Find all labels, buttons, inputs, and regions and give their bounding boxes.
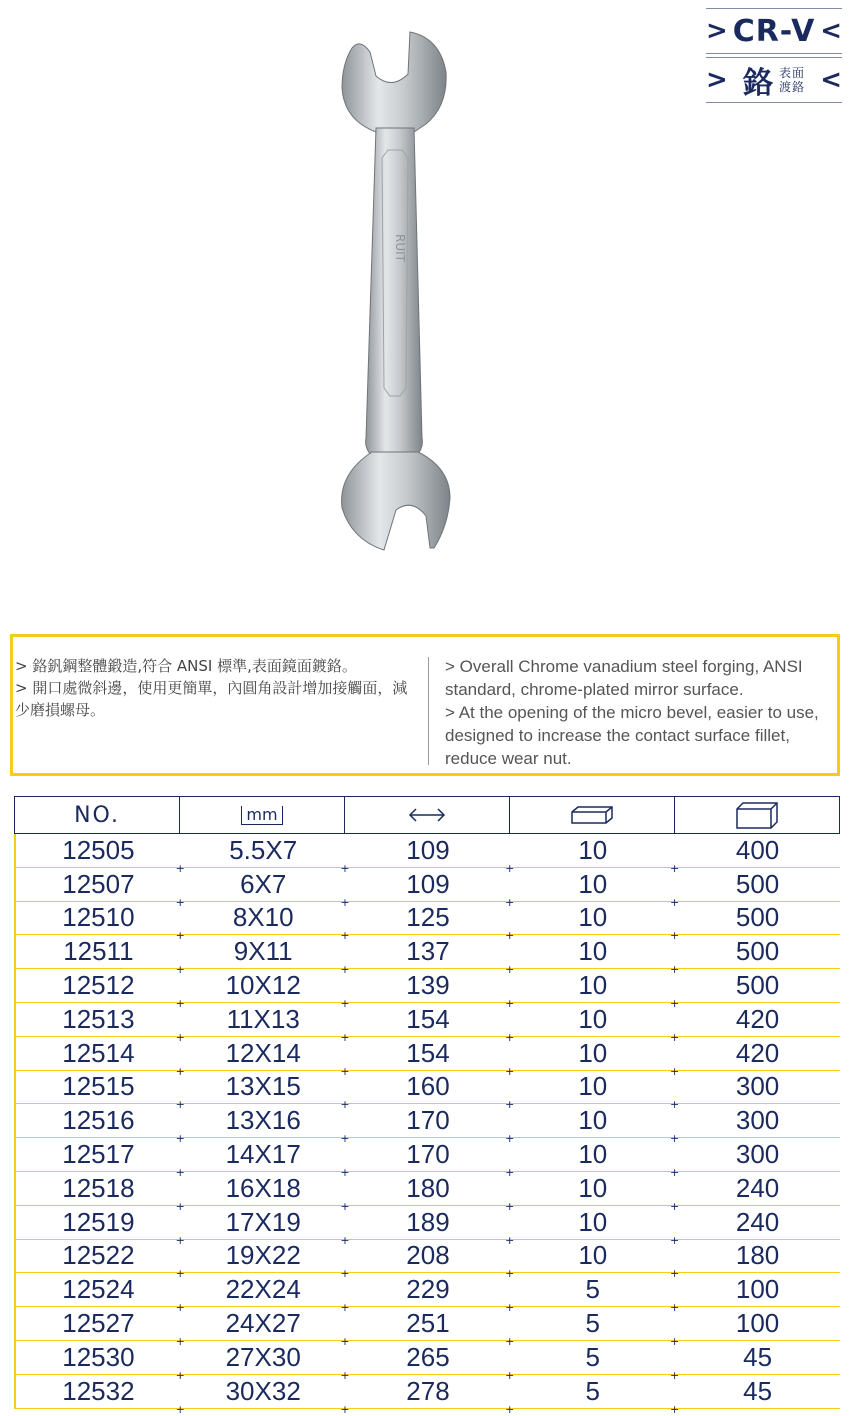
carton-icon bbox=[733, 800, 781, 830]
badge-rule bbox=[706, 57, 842, 58]
grid-mark: + bbox=[175, 1267, 185, 1281]
cell-inner-box-qty bbox=[510, 1138, 680, 1179]
table-row bbox=[16, 868, 840, 909]
description-zh-line: > 開口處微斜邊，使用更簡單，內圓角設計增加接觸面，減少磨損螺母。 bbox=[15, 679, 408, 719]
cell-length bbox=[346, 868, 515, 909]
cell-size-mm bbox=[181, 868, 350, 909]
badge-rule bbox=[706, 8, 842, 9]
cell-value: 10 bbox=[578, 1139, 608, 1170]
cell-value: 400 bbox=[735, 834, 780, 865]
cell-inner-box-qty bbox=[510, 935, 680, 977]
description-en-line: > At the opening of the micro bevel, easier to use, designed to increase the contact surface fillet, reduce wear nut. bbox=[445, 703, 819, 768]
table-row bbox=[16, 1341, 840, 1382]
cell-value: 8X10 bbox=[232, 902, 294, 933]
badge-right-arrow: < bbox=[820, 16, 842, 46]
grid-mark: + bbox=[340, 996, 350, 1010]
grid-mark: + bbox=[505, 1064, 515, 1078]
cell-inner-box-qty bbox=[510, 1172, 680, 1213]
cell-carton-qty bbox=[675, 935, 840, 968]
cell-value: 109 bbox=[406, 868, 450, 899]
cell-value: 10 bbox=[578, 1240, 608, 1271]
cell-value: 45 bbox=[743, 1341, 773, 1372]
header-mm-label: mm bbox=[241, 806, 282, 825]
cell-value: 12X14 bbox=[225, 1037, 301, 1068]
cell-inner-box-qty bbox=[510, 1071, 680, 1112]
cell-value: 12513 bbox=[62, 1003, 135, 1034]
cell-value: 12524 bbox=[62, 1274, 135, 1305]
cell-value: 10 bbox=[578, 1003, 608, 1034]
cell-carton-qty bbox=[675, 969, 840, 1002]
grid-mark: + bbox=[669, 1233, 680, 1247]
crv-label: CR-V bbox=[732, 13, 816, 49]
chrome-small-bottom: 渡鉻 bbox=[778, 80, 805, 94]
table-row bbox=[16, 1104, 840, 1146]
grid-mark: + bbox=[505, 1267, 515, 1281]
grid-mark: + bbox=[340, 1402, 350, 1416]
cell-carton-qty bbox=[675, 1273, 840, 1306]
cell-length bbox=[346, 834, 515, 875]
cell-value: 12510 bbox=[62, 902, 135, 933]
cell-size-mm bbox=[181, 1273, 350, 1315]
cell-value: 12512 bbox=[62, 970, 135, 1001]
cell-value: 12518 bbox=[62, 1172, 135, 1203]
cell-value: 12511 bbox=[63, 936, 134, 967]
description-en-line: > Overall Chrome vanadium steel forging, ANSI standard, chrome-plated mirror surface. bbox=[445, 657, 803, 699]
cell-item-no bbox=[16, 1240, 185, 1281]
cell-value: 30X32 bbox=[225, 1375, 301, 1406]
cell-carton-qty bbox=[675, 834, 840, 867]
table-row bbox=[16, 1240, 840, 1281]
cell-item-no bbox=[16, 1037, 185, 1078]
grid-mark: + bbox=[505, 1098, 515, 1112]
grid-mark: + bbox=[175, 963, 185, 977]
chrome-small-top: 表面 bbox=[778, 66, 805, 80]
cell-value: 12532 bbox=[62, 1375, 135, 1406]
cell-length bbox=[346, 1003, 515, 1044]
badge-rule bbox=[706, 102, 842, 103]
table-row bbox=[16, 1003, 840, 1044]
cell-value: 500 bbox=[735, 868, 780, 899]
inner-box-icon bbox=[568, 804, 616, 826]
grid-mark: + bbox=[175, 1233, 185, 1247]
cell-value: 160 bbox=[406, 1071, 450, 1102]
grid-mark: + bbox=[340, 1368, 350, 1382]
grid-mark: + bbox=[505, 1233, 515, 1247]
cell-size-mm bbox=[181, 1138, 350, 1179]
header-no bbox=[14, 797, 180, 833]
cell-inner-box-qty bbox=[510, 969, 680, 1010]
cell-item-no bbox=[16, 1104, 185, 1146]
header-length bbox=[345, 797, 510, 833]
cell-value: 22X24 bbox=[225, 1274, 301, 1305]
cell-length bbox=[346, 1172, 515, 1213]
table-row bbox=[16, 1138, 840, 1179]
cell-value: 170 bbox=[406, 1139, 450, 1170]
cell-size-mm bbox=[181, 1375, 350, 1416]
cell-item-no bbox=[16, 902, 185, 943]
cell-value: 100 bbox=[735, 1308, 780, 1339]
grid-mark: + bbox=[175, 1301, 185, 1315]
cell-value: 300 bbox=[735, 1071, 780, 1102]
chrome-small-text bbox=[779, 66, 805, 94]
grid-mark: + bbox=[505, 929, 515, 943]
cell-item-no bbox=[16, 969, 185, 1010]
badge-left-arrow: > bbox=[706, 65, 728, 95]
cell-value: 10 bbox=[578, 936, 608, 967]
grid-mark: + bbox=[669, 1301, 680, 1315]
wrench-stamp: RUIT bbox=[393, 234, 407, 262]
grid-mark: + bbox=[175, 1098, 185, 1112]
cell-value: 125 bbox=[406, 902, 450, 933]
grid-mark: + bbox=[175, 1064, 185, 1078]
description-divider bbox=[428, 657, 429, 765]
grid-mark: + bbox=[669, 895, 680, 909]
cell-length bbox=[346, 1138, 515, 1179]
cell-length bbox=[346, 1240, 515, 1281]
grid-mark: + bbox=[175, 1334, 185, 1348]
grid-mark: + bbox=[505, 861, 515, 875]
grid-mark: + bbox=[175, 1199, 185, 1213]
table-row bbox=[16, 902, 840, 943]
cell-item-no bbox=[16, 935, 185, 977]
cell-value: 12530 bbox=[62, 1341, 135, 1372]
table-row bbox=[16, 1273, 840, 1315]
cell-inner-box-qty bbox=[510, 902, 680, 943]
cell-length bbox=[346, 1273, 515, 1315]
table-row bbox=[16, 1375, 840, 1416]
cell-value: 420 bbox=[735, 1003, 780, 1034]
grid-mark: + bbox=[340, 895, 350, 909]
cell-value: 208 bbox=[406, 1240, 450, 1271]
cell-value: 109 bbox=[406, 834, 450, 865]
cell-value: 189 bbox=[406, 1206, 450, 1237]
cell-item-no bbox=[16, 1172, 185, 1213]
cell-carton-qty bbox=[675, 868, 840, 901]
grid-mark: + bbox=[175, 1165, 185, 1179]
description-zh bbox=[15, 655, 420, 721]
description-en bbox=[445, 655, 845, 770]
grid-mark: + bbox=[175, 1132, 185, 1146]
grid-mark: + bbox=[340, 1132, 350, 1146]
cell-carton-qty bbox=[675, 1172, 840, 1205]
grid-mark: + bbox=[669, 1132, 680, 1146]
cell-value: 12515 bbox=[62, 1071, 135, 1102]
cell-item-no bbox=[16, 1375, 185, 1416]
cell-value: 5 bbox=[585, 1341, 601, 1372]
cell-value: 12519 bbox=[62, 1206, 135, 1237]
cell-value: 5.5X7 bbox=[229, 834, 298, 865]
spec-table bbox=[14, 796, 840, 1416]
double-arrow-icon bbox=[407, 807, 447, 823]
cell-value: 12505 bbox=[62, 834, 135, 865]
grid-mark: + bbox=[505, 963, 515, 977]
cell-value: 154 bbox=[406, 1037, 450, 1068]
cell-item-no bbox=[16, 1273, 185, 1315]
cell-inner-box-qty bbox=[510, 1003, 680, 1044]
cell-value: 229 bbox=[406, 1274, 450, 1305]
grid-mark: + bbox=[669, 996, 680, 1010]
chrome-big-char: 鉻 bbox=[742, 66, 773, 101]
cell-value: 5 bbox=[585, 1274, 601, 1305]
badge-rule bbox=[706, 53, 842, 54]
cell-size-mm bbox=[181, 1071, 350, 1112]
cell-value: 10 bbox=[578, 1037, 608, 1068]
cell-value: 14X17 bbox=[225, 1139, 301, 1170]
grid-mark: + bbox=[340, 1165, 350, 1179]
cell-value: 10 bbox=[578, 834, 608, 865]
cell-item-no bbox=[16, 1206, 185, 1247]
cell-value: 5 bbox=[585, 1308, 601, 1339]
grid-mark: + bbox=[505, 1199, 515, 1213]
grid-mark: + bbox=[669, 1334, 680, 1348]
grid-mark: + bbox=[340, 861, 350, 875]
description-box bbox=[10, 634, 840, 776]
table-row bbox=[16, 969, 840, 1010]
cell-carton-qty bbox=[675, 1003, 840, 1036]
grid-mark: + bbox=[175, 929, 185, 943]
cell-size-mm bbox=[181, 969, 350, 1010]
cell-value: 10 bbox=[578, 970, 608, 1001]
cell-value: 12507 bbox=[62, 868, 135, 899]
cell-value: 180 bbox=[406, 1172, 450, 1203]
grid-mark: + bbox=[505, 1165, 515, 1179]
grid-mark: + bbox=[669, 1402, 680, 1416]
grid-mark: + bbox=[505, 1301, 515, 1315]
cell-length bbox=[346, 1341, 515, 1382]
open-end-wrench-icon bbox=[330, 28, 460, 553]
grid-mark: + bbox=[340, 929, 350, 943]
cell-value: 10 bbox=[578, 1105, 608, 1136]
cell-value: 500 bbox=[735, 936, 780, 967]
table-row bbox=[16, 1206, 840, 1247]
cell-value: 24X27 bbox=[225, 1308, 301, 1339]
cell-value: 6X7 bbox=[240, 868, 287, 899]
cell-inner-box-qty bbox=[510, 1307, 680, 1348]
cell-carton-qty bbox=[675, 1037, 840, 1070]
cell-length bbox=[346, 1071, 515, 1112]
cell-value: 278 bbox=[406, 1375, 450, 1406]
header-no-label: NO. bbox=[74, 802, 120, 828]
header-mm bbox=[180, 797, 345, 833]
cell-size-mm bbox=[181, 1341, 350, 1382]
cell-value: 170 bbox=[406, 1105, 450, 1136]
grid-mark: + bbox=[669, 861, 680, 875]
cell-size-mm bbox=[181, 1037, 350, 1078]
cell-value: 251 bbox=[406, 1308, 450, 1339]
cell-value: 139 bbox=[406, 970, 450, 1001]
grid-mark: + bbox=[669, 1368, 680, 1382]
cell-carton-qty bbox=[675, 1104, 840, 1137]
grid-mark: + bbox=[505, 1334, 515, 1348]
cell-value: 9X11 bbox=[233, 936, 293, 967]
grid-mark: + bbox=[669, 929, 680, 943]
cell-length bbox=[346, 1206, 515, 1247]
grid-mark: + bbox=[340, 1233, 350, 1247]
grid-mark: + bbox=[175, 895, 185, 909]
grid-mark: + bbox=[669, 1267, 680, 1281]
grid-mark: + bbox=[340, 1199, 350, 1213]
cell-carton-qty bbox=[675, 1375, 840, 1408]
cell-value: 10 bbox=[578, 1206, 608, 1237]
badge-right-arrow: < bbox=[820, 65, 842, 95]
cell-carton-qty bbox=[675, 1240, 840, 1273]
cell-value: 300 bbox=[735, 1105, 780, 1136]
cell-value: 500 bbox=[735, 970, 780, 1001]
table-row bbox=[16, 1037, 840, 1078]
cell-carton-qty bbox=[675, 1307, 840, 1340]
grid-mark: + bbox=[175, 1402, 185, 1416]
cell-value: 19X22 bbox=[225, 1240, 301, 1271]
cell-carton-qty bbox=[675, 1138, 840, 1171]
grid-mark: + bbox=[505, 1368, 515, 1382]
grid-mark: + bbox=[505, 1030, 515, 1044]
cell-value: 10 bbox=[578, 1172, 608, 1203]
cell-size-mm bbox=[181, 1003, 350, 1044]
cell-value: 12527 bbox=[62, 1308, 135, 1339]
grid-mark: + bbox=[340, 1098, 350, 1112]
cell-value: 500 bbox=[735, 902, 780, 933]
chrome-badge bbox=[706, 58, 842, 102]
spec-badges bbox=[706, 8, 842, 103]
cell-inner-box-qty bbox=[510, 1206, 680, 1247]
grid-mark: + bbox=[669, 1098, 680, 1112]
grid-mark: + bbox=[340, 963, 350, 977]
cell-carton-qty bbox=[675, 902, 840, 935]
table-body bbox=[14, 834, 840, 1416]
cell-value: 100 bbox=[735, 1274, 780, 1305]
cell-carton-qty bbox=[675, 1071, 840, 1104]
cell-item-no bbox=[16, 1003, 185, 1044]
badge-left-arrow: > bbox=[706, 16, 728, 46]
cell-inner-box-qty bbox=[510, 1273, 680, 1315]
cell-item-no bbox=[16, 868, 185, 909]
cell-inner-box-qty bbox=[510, 1375, 680, 1416]
grid-mark: + bbox=[340, 1030, 350, 1044]
cell-length bbox=[346, 1375, 515, 1416]
cell-size-mm bbox=[181, 1104, 350, 1146]
grid-mark: + bbox=[505, 996, 515, 1010]
cell-carton-qty bbox=[675, 1206, 840, 1239]
grid-mark: + bbox=[175, 1030, 185, 1044]
table-header bbox=[14, 796, 840, 834]
cell-length bbox=[346, 1104, 515, 1146]
cell-value: 420 bbox=[735, 1037, 780, 1068]
grid-mark: + bbox=[669, 1165, 680, 1179]
cell-value: 45 bbox=[743, 1375, 773, 1406]
cell-carton-qty bbox=[675, 1341, 840, 1374]
header-carton bbox=[675, 797, 840, 833]
cell-value: 300 bbox=[735, 1139, 780, 1170]
grid-mark: + bbox=[175, 1368, 185, 1382]
grid-mark: + bbox=[340, 1064, 350, 1078]
cell-size-mm bbox=[181, 1206, 350, 1247]
cell-value: 240 bbox=[735, 1172, 780, 1203]
cell-size-mm bbox=[181, 902, 350, 943]
cell-value: 27X30 bbox=[225, 1341, 301, 1372]
cell-size-mm bbox=[181, 1172, 350, 1213]
grid-mark: + bbox=[340, 1334, 350, 1348]
table-row bbox=[16, 935, 840, 977]
cell-inner-box-qty bbox=[510, 834, 680, 875]
cell-value: 16X18 bbox=[225, 1172, 301, 1203]
cell-value: 265 bbox=[406, 1341, 450, 1372]
cell-value: 10 bbox=[578, 902, 608, 933]
cell-length bbox=[346, 1307, 515, 1348]
grid-mark: + bbox=[669, 1030, 680, 1044]
cell-value: 154 bbox=[406, 1003, 450, 1034]
grid-mark: + bbox=[175, 996, 185, 1010]
cell-size-mm bbox=[181, 834, 350, 875]
cell-value: 12517 bbox=[62, 1139, 135, 1170]
cell-value: 10 bbox=[578, 1071, 608, 1102]
cell-size-mm bbox=[181, 1307, 350, 1348]
grid-mark: + bbox=[505, 895, 515, 909]
table-row bbox=[16, 1071, 840, 1112]
grid-mark: + bbox=[340, 1267, 350, 1281]
cell-value: 11X13 bbox=[226, 1003, 300, 1034]
grid-mark: + bbox=[669, 1064, 680, 1078]
cell-inner-box-qty bbox=[510, 1341, 680, 1382]
cell-length bbox=[346, 935, 515, 977]
cell-value: 10 bbox=[578, 868, 608, 899]
cell-item-no bbox=[16, 1341, 185, 1382]
cell-value: 12516 bbox=[62, 1105, 135, 1136]
table-row bbox=[16, 834, 840, 875]
chrome-label-group bbox=[743, 58, 805, 102]
cell-item-no bbox=[16, 1307, 185, 1348]
cell-length bbox=[346, 1037, 515, 1078]
table-row bbox=[16, 1307, 840, 1348]
description-zh-line: > 鉻釩鋼整體鍛造,符合 ANSI 標準,表面鏡面鍍鉻。 bbox=[15, 657, 357, 675]
cell-value: 137 bbox=[406, 936, 450, 967]
cell-length bbox=[346, 969, 515, 1010]
grid-mark: + bbox=[175, 861, 185, 875]
cell-inner-box-qty bbox=[510, 1104, 680, 1146]
cell-value: 12514 bbox=[62, 1037, 135, 1068]
grid-mark: + bbox=[340, 1301, 350, 1315]
grid-mark: + bbox=[669, 1199, 680, 1213]
cell-item-no bbox=[16, 1071, 185, 1112]
header-inner-box bbox=[510, 797, 675, 833]
cell-item-no bbox=[16, 834, 185, 875]
cell-value: 180 bbox=[735, 1240, 780, 1271]
cell-item-no bbox=[16, 1138, 185, 1179]
cell-length bbox=[346, 902, 515, 943]
cell-inner-box-qty bbox=[510, 1037, 680, 1078]
cell-inner-box-qty bbox=[510, 868, 680, 909]
cell-size-mm bbox=[181, 1240, 350, 1281]
cell-value: 12522 bbox=[62, 1240, 135, 1271]
cell-value: 240 bbox=[735, 1206, 780, 1237]
cell-value: 17X19 bbox=[225, 1206, 301, 1237]
grid-mark: + bbox=[505, 1402, 515, 1416]
cell-value: 10X12 bbox=[225, 970, 301, 1001]
cell-value: 5 bbox=[585, 1375, 601, 1406]
cell-size-mm bbox=[181, 935, 350, 977]
crv-badge bbox=[706, 9, 842, 53]
cell-value: 13X16 bbox=[225, 1105, 301, 1136]
table-row bbox=[16, 1172, 840, 1213]
grid-mark: + bbox=[505, 1132, 515, 1146]
grid-mark: + bbox=[669, 963, 680, 977]
cell-inner-box-qty bbox=[510, 1240, 680, 1281]
cell-value: 13X15 bbox=[225, 1071, 301, 1102]
